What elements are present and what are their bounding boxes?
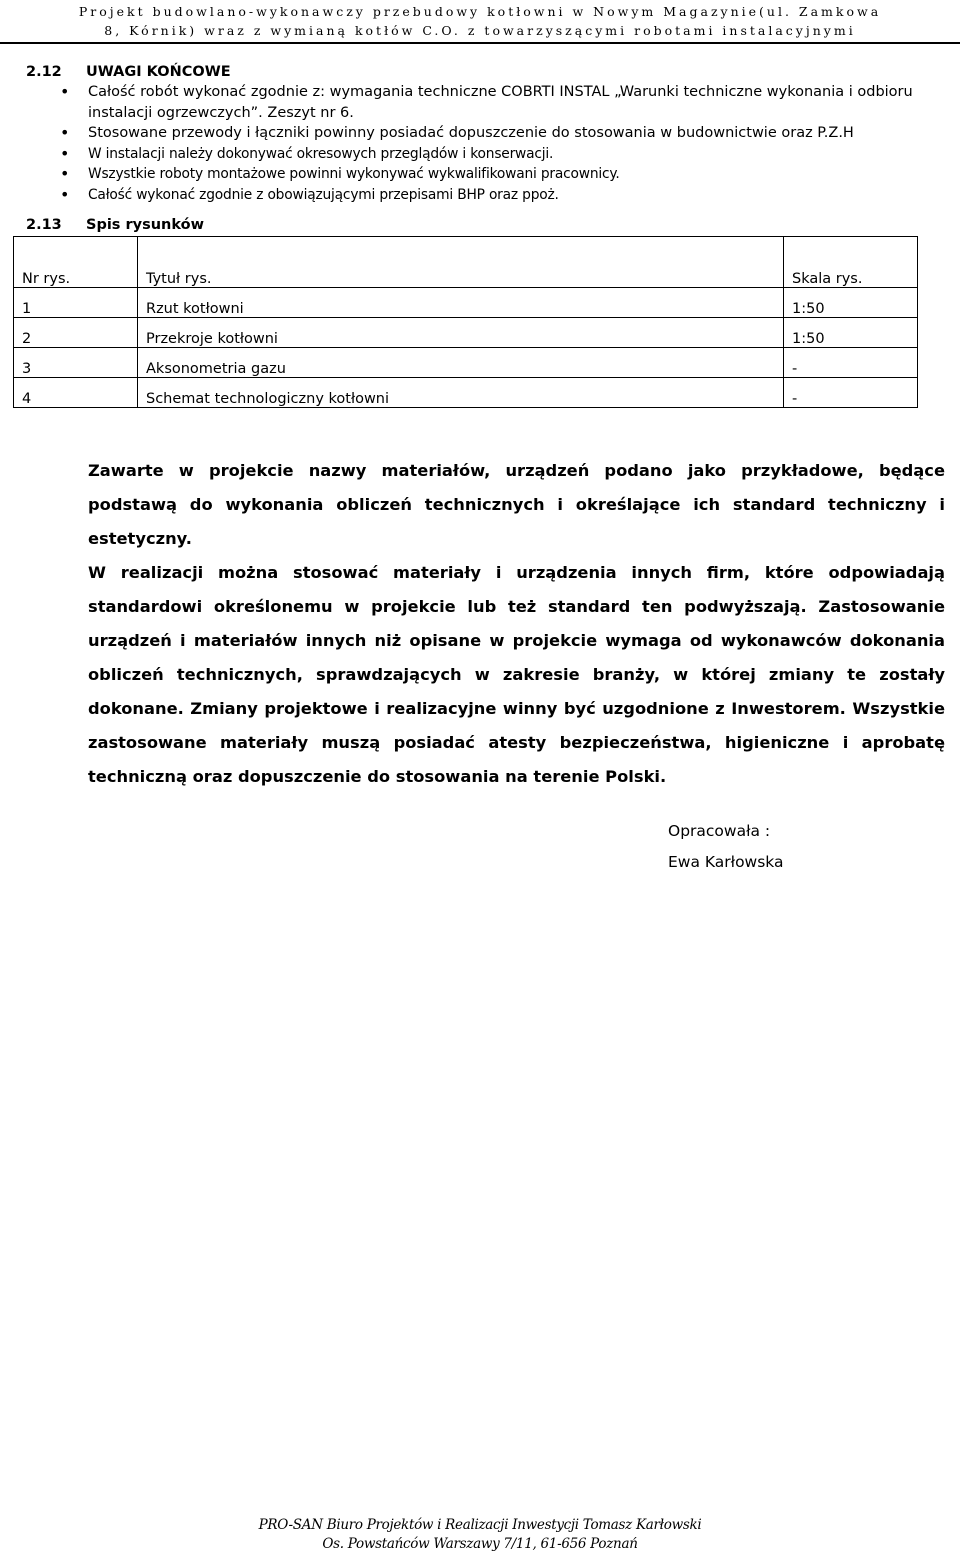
footer-line-1: PRO-SAN Biuro Projektów i Realizacji Inwestycji Tomasz Karłowski — [258, 1517, 702, 1533]
header-line-1: Projekt budowlano-wykonawczy przebudowy kotłowni w Nowym Magazynie(ul. Zamkowa — [78, 4, 882, 19]
table-cell: Rzut kotłowni — [138, 288, 784, 318]
remarks-paragraph-1: Zawarte w projekcie nazwy materiałów, urządzeń podano jako przykładowe, będące podstawą do wykonania obliczeń technicznych i określające ich standard techniczny i estetyczny. — [88, 461, 945, 548]
table-header-cell: Nr rys. — [14, 237, 138, 288]
table-cell: Przekroje kotłowni — [138, 318, 784, 348]
table-cell: Schemat technologiczny kotłowni — [138, 378, 784, 408]
remarks-paragraph-2: W realizacji można stosować materiały i urządzenia innych firm, które odpowiadają standardowi określonemu w projekcie lub też standard ten podwyższają. Zastosowanie urządzeń i materiałów innych niż opisane w projekcie wymaga od wykonawców dokonania obliczeń technicznych, sprawdzających w zakresie branży, w której zmiany te zostały dokonane. Zmiany projektowe i realizacyjne winny być uzgodnione z Inwestorem. Wszystkie zastosowane materiały muszą posiadać atesty bezpieczeństwa, higieniczne i aprobatę techniczną oraz dopuszczenie do stosowania na terenie Polski. — [88, 563, 945, 786]
table-row — [14, 288, 918, 318]
section-heading-final-remarks — [26, 64, 231, 80]
table-header-row — [14, 237, 918, 288]
remarks-text — [88, 454, 945, 794]
section-heading-drawings — [26, 217, 204, 233]
final-remarks-list — [60, 82, 950, 205]
section-title: UWAGI KOŃCOWE — [86, 64, 231, 80]
table-header-cell: Skala rys. — [784, 237, 918, 288]
table-row — [14, 318, 918, 348]
table-cell: - — [784, 378, 918, 408]
header-line-2: 8, Kórnik) wraz z wymianą kotłów C.O. z towarzyszącymi robotami instalacyjnymi — [104, 23, 856, 38]
page-header — [0, 0, 960, 40]
table-cell: 1 — [14, 288, 138, 318]
table-cell: 2 — [14, 318, 138, 348]
signature-block — [668, 816, 784, 878]
drawings-table — [13, 236, 918, 408]
table-row — [14, 348, 918, 378]
table-header-cell: Tytuł rys. — [138, 237, 784, 288]
list-item: • Całość wykonać zgodnie z obowiązującymi przepisami BHP oraz ppoż. — [60, 185, 950, 206]
page-footer — [0, 1516, 960, 1554]
signature-name: Ewa Karłowska — [668, 853, 784, 871]
table-cell: 4 — [14, 378, 138, 408]
list-item: • Stosowane przewody i łączniki powinny posiadać dopuszczenie do stosowania w budownictwie oraz P.Z.H — [60, 123, 950, 144]
signature-label: Opracowała : — [668, 822, 771, 840]
table-row — [14, 378, 918, 408]
table-cell: 3 — [14, 348, 138, 378]
table-cell: 1:50 — [784, 318, 918, 348]
section-title: Spis rysunków — [86, 217, 204, 233]
list-item: • Wszystkie roboty montażowe powinni wykonywać wykwalifikowani pracownicy. — [60, 164, 950, 185]
header-divider — [0, 42, 960, 44]
table-cell: 1:50 — [784, 288, 918, 318]
table-cell: - — [784, 348, 918, 378]
footer-line-2: Os. Powstańców Warszawy 7/11, 61-656 Poznań — [322, 1536, 638, 1552]
list-item: • W instalacji należy dokonywać okresowych przeglądów i konserwacji. — [60, 144, 950, 165]
table-cell: Aksonometria gazu — [138, 348, 784, 378]
list-item: • Całość robót wykonać zgodnie z: wymagania techniczne COBRTI INSTAL „Warunki techniczne wykonania i odbioru instalacji ogrzewczych”. Zeszyt nr 6. — [60, 82, 950, 123]
section-number: 2.13 — [26, 217, 62, 233]
section-number: 2.12 — [26, 64, 62, 80]
